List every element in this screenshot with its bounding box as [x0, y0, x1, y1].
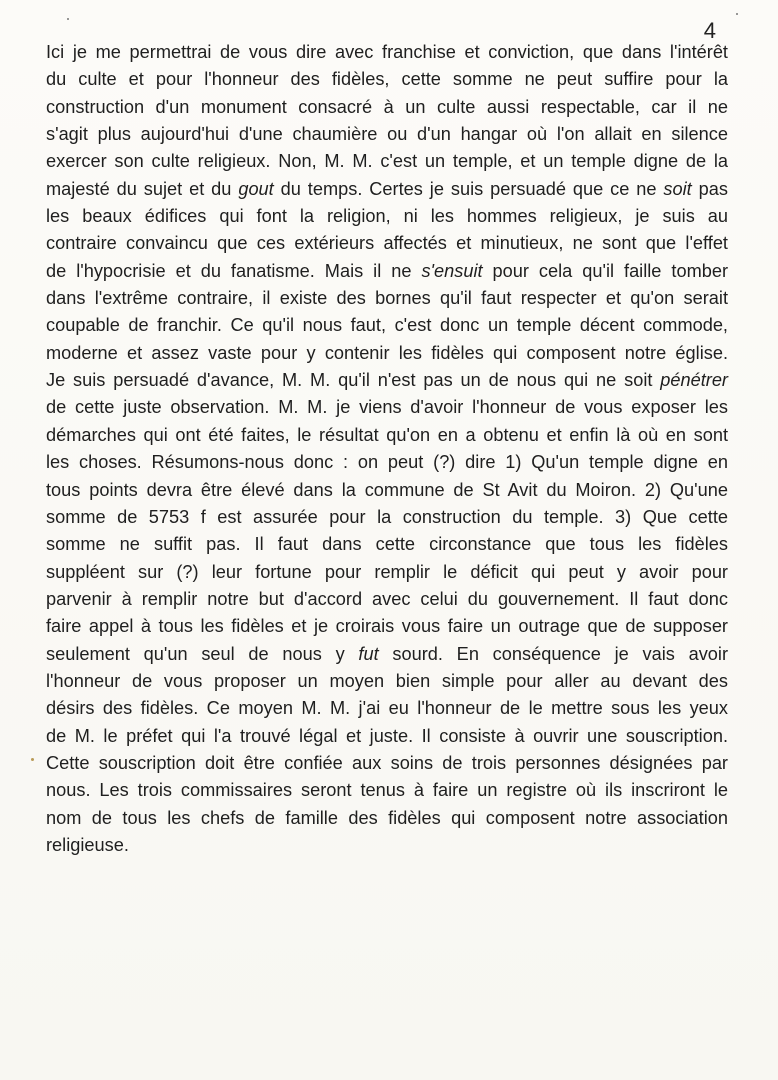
- text-line: [46, 695, 728, 722]
- text-line: [46, 230, 728, 257]
- body-text: [46, 39, 728, 859]
- text-run: somme ne suffit pas. Il faut dans cette circonstance que tous les fidèles: [46, 534, 728, 555]
- text-run: démarches qui ont été faites, le résultat qu'on en a obtenu et enfin là où en sont: [46, 424, 728, 445]
- text-line: [46, 258, 728, 285]
- text-line: [46, 340, 728, 367]
- text-line: [46, 285, 728, 312]
- text-line: [46, 559, 728, 586]
- page-number: 4: [703, 18, 716, 43]
- text-line: [46, 176, 728, 203]
- text-run: faire appel à tous les fidèles et je croirais vous faire un outrage que de supposer: [46, 616, 728, 637]
- text-line: [46, 203, 728, 230]
- text-run: du temps. Certes je suis persuadé que ce ne: [273, 178, 664, 199]
- text-run: nous. Les trois commissaires seront tenus à faire un registre où ils inscriront le: [46, 780, 728, 801]
- text-line: [46, 367, 728, 394]
- text-line: [46, 148, 728, 175]
- text-run: l'honneur de vous proposer un moyen bien simple pour aller au devant des: [46, 670, 728, 691]
- text-run: Je suis persuadé d'avance, M. M. qu'il n'est pas un de nous qui ne soit: [46, 370, 661, 391]
- text-run: dans l'extrême contraire, il existe des bornes qu'il faut respecter et qu'on serait: [46, 288, 728, 309]
- text-line: [46, 641, 728, 668]
- text-line: [46, 805, 728, 832]
- text-run: contraire convaincu que ces extérieurs affectés et minutieux, ne sont que l'effet: [46, 233, 728, 254]
- paper-speck: [31, 758, 34, 761]
- text-line: [46, 750, 728, 777]
- text-line: [46, 832, 728, 859]
- text-line: [46, 449, 728, 476]
- text-run: coupable de franchir. Ce qu'il nous faut, c'est donc un temple décent commode,: [46, 315, 728, 336]
- text-line: [46, 39, 728, 66]
- text-run: moderne et assez vaste pour y contenir les fidèles qui composent notre église.: [46, 342, 728, 363]
- text-run: les beaux édifices qui font la religion, ni les hommes religieux, je suis au: [46, 206, 728, 227]
- text-run: suppléent sur (?) leur fortune pour remplir le déficit qui peut y avoir pour: [46, 561, 728, 582]
- text-run: somme de 5753 f est assurée pour la construction du temple. 3) Que cette: [46, 506, 728, 527]
- text-line: [46, 94, 728, 121]
- text-run: de M. le préfet qui l'a trouvé légal et juste. Il consiste à ouvrir une souscription.: [46, 725, 728, 746]
- text-run: désirs des fidèles. Ce moyen M. M. j'ai eu l'honneur de le mettre sous les yeux: [46, 698, 728, 719]
- text-line: [46, 531, 728, 558]
- paper-speck: [736, 13, 738, 15]
- text-line: [46, 586, 728, 613]
- text-run: Cette souscription doit être confiée aux soins de trois personnes désignées par: [46, 752, 728, 773]
- text-run: majesté du sujet et du: [46, 178, 239, 199]
- text-run: religieuse.: [46, 834, 129, 855]
- text-run: s'agit plus aujourd'hui d'une chaumière ou d'un hangar où l'on allait en silence: [46, 124, 728, 145]
- text-line: [46, 66, 728, 93]
- italic-word: fut: [358, 643, 379, 664]
- text-run: du culte et pour l'honneur des fidèles, cette somme ne peut suffire pour la: [46, 69, 728, 90]
- text-line: [46, 504, 728, 531]
- text-run: de l'hypocrisie et du fanatisme. Mais il ne: [46, 260, 422, 281]
- text-run: exercer son culte religieux. Non, M. M. c'est un temple, et un temple digne de la: [46, 151, 728, 172]
- text-run: Ici je me permettrai de vous dire avec franchise et conviction, que dans l'intérêt: [46, 42, 728, 62]
- text-run: seulement qu'un seul de nous y: [46, 643, 359, 664]
- text-run: parvenir à remplir notre but d'accord avec celui du gouvernement. Il faut donc: [46, 588, 728, 609]
- text-line: [46, 422, 728, 449]
- text-run: pas: [691, 178, 728, 199]
- text-run: les choses. Résumons-nous donc : on peut (?) dire 1) Qu'un temple digne en: [46, 452, 728, 473]
- text-run: de cette juste observation. M. M. je viens d'avoir l'honneur de vous exposer les: [46, 397, 728, 418]
- text-line: [46, 394, 728, 421]
- italic-word: gout: [238, 178, 274, 199]
- text-line: [46, 668, 728, 695]
- paper-speck: [67, 18, 69, 20]
- text-line: [46, 777, 728, 804]
- text-run: nom de tous les chefs de famille des fidèles qui composent notre association: [46, 807, 728, 828]
- text-run: tous points devra être élevé dans la commune de St Avit du Moiron. 2) Qu'une: [46, 479, 728, 500]
- text-line: [46, 312, 728, 339]
- italic-word: s'ensuit: [421, 260, 483, 281]
- text-line: [46, 121, 728, 148]
- text-run: sourd. En conséquence je vais avoir: [378, 643, 729, 664]
- text-run: construction d'un monument consacré à un culte aussi respectable, car il ne: [46, 96, 728, 117]
- text-line: [46, 477, 728, 504]
- text-line: [46, 723, 728, 750]
- text-line: [46, 613, 728, 640]
- italic-word: pénétrer: [660, 370, 728, 391]
- italic-word: soit: [663, 178, 692, 199]
- text-run: pour cela qu'il faille tomber: [482, 260, 729, 281]
